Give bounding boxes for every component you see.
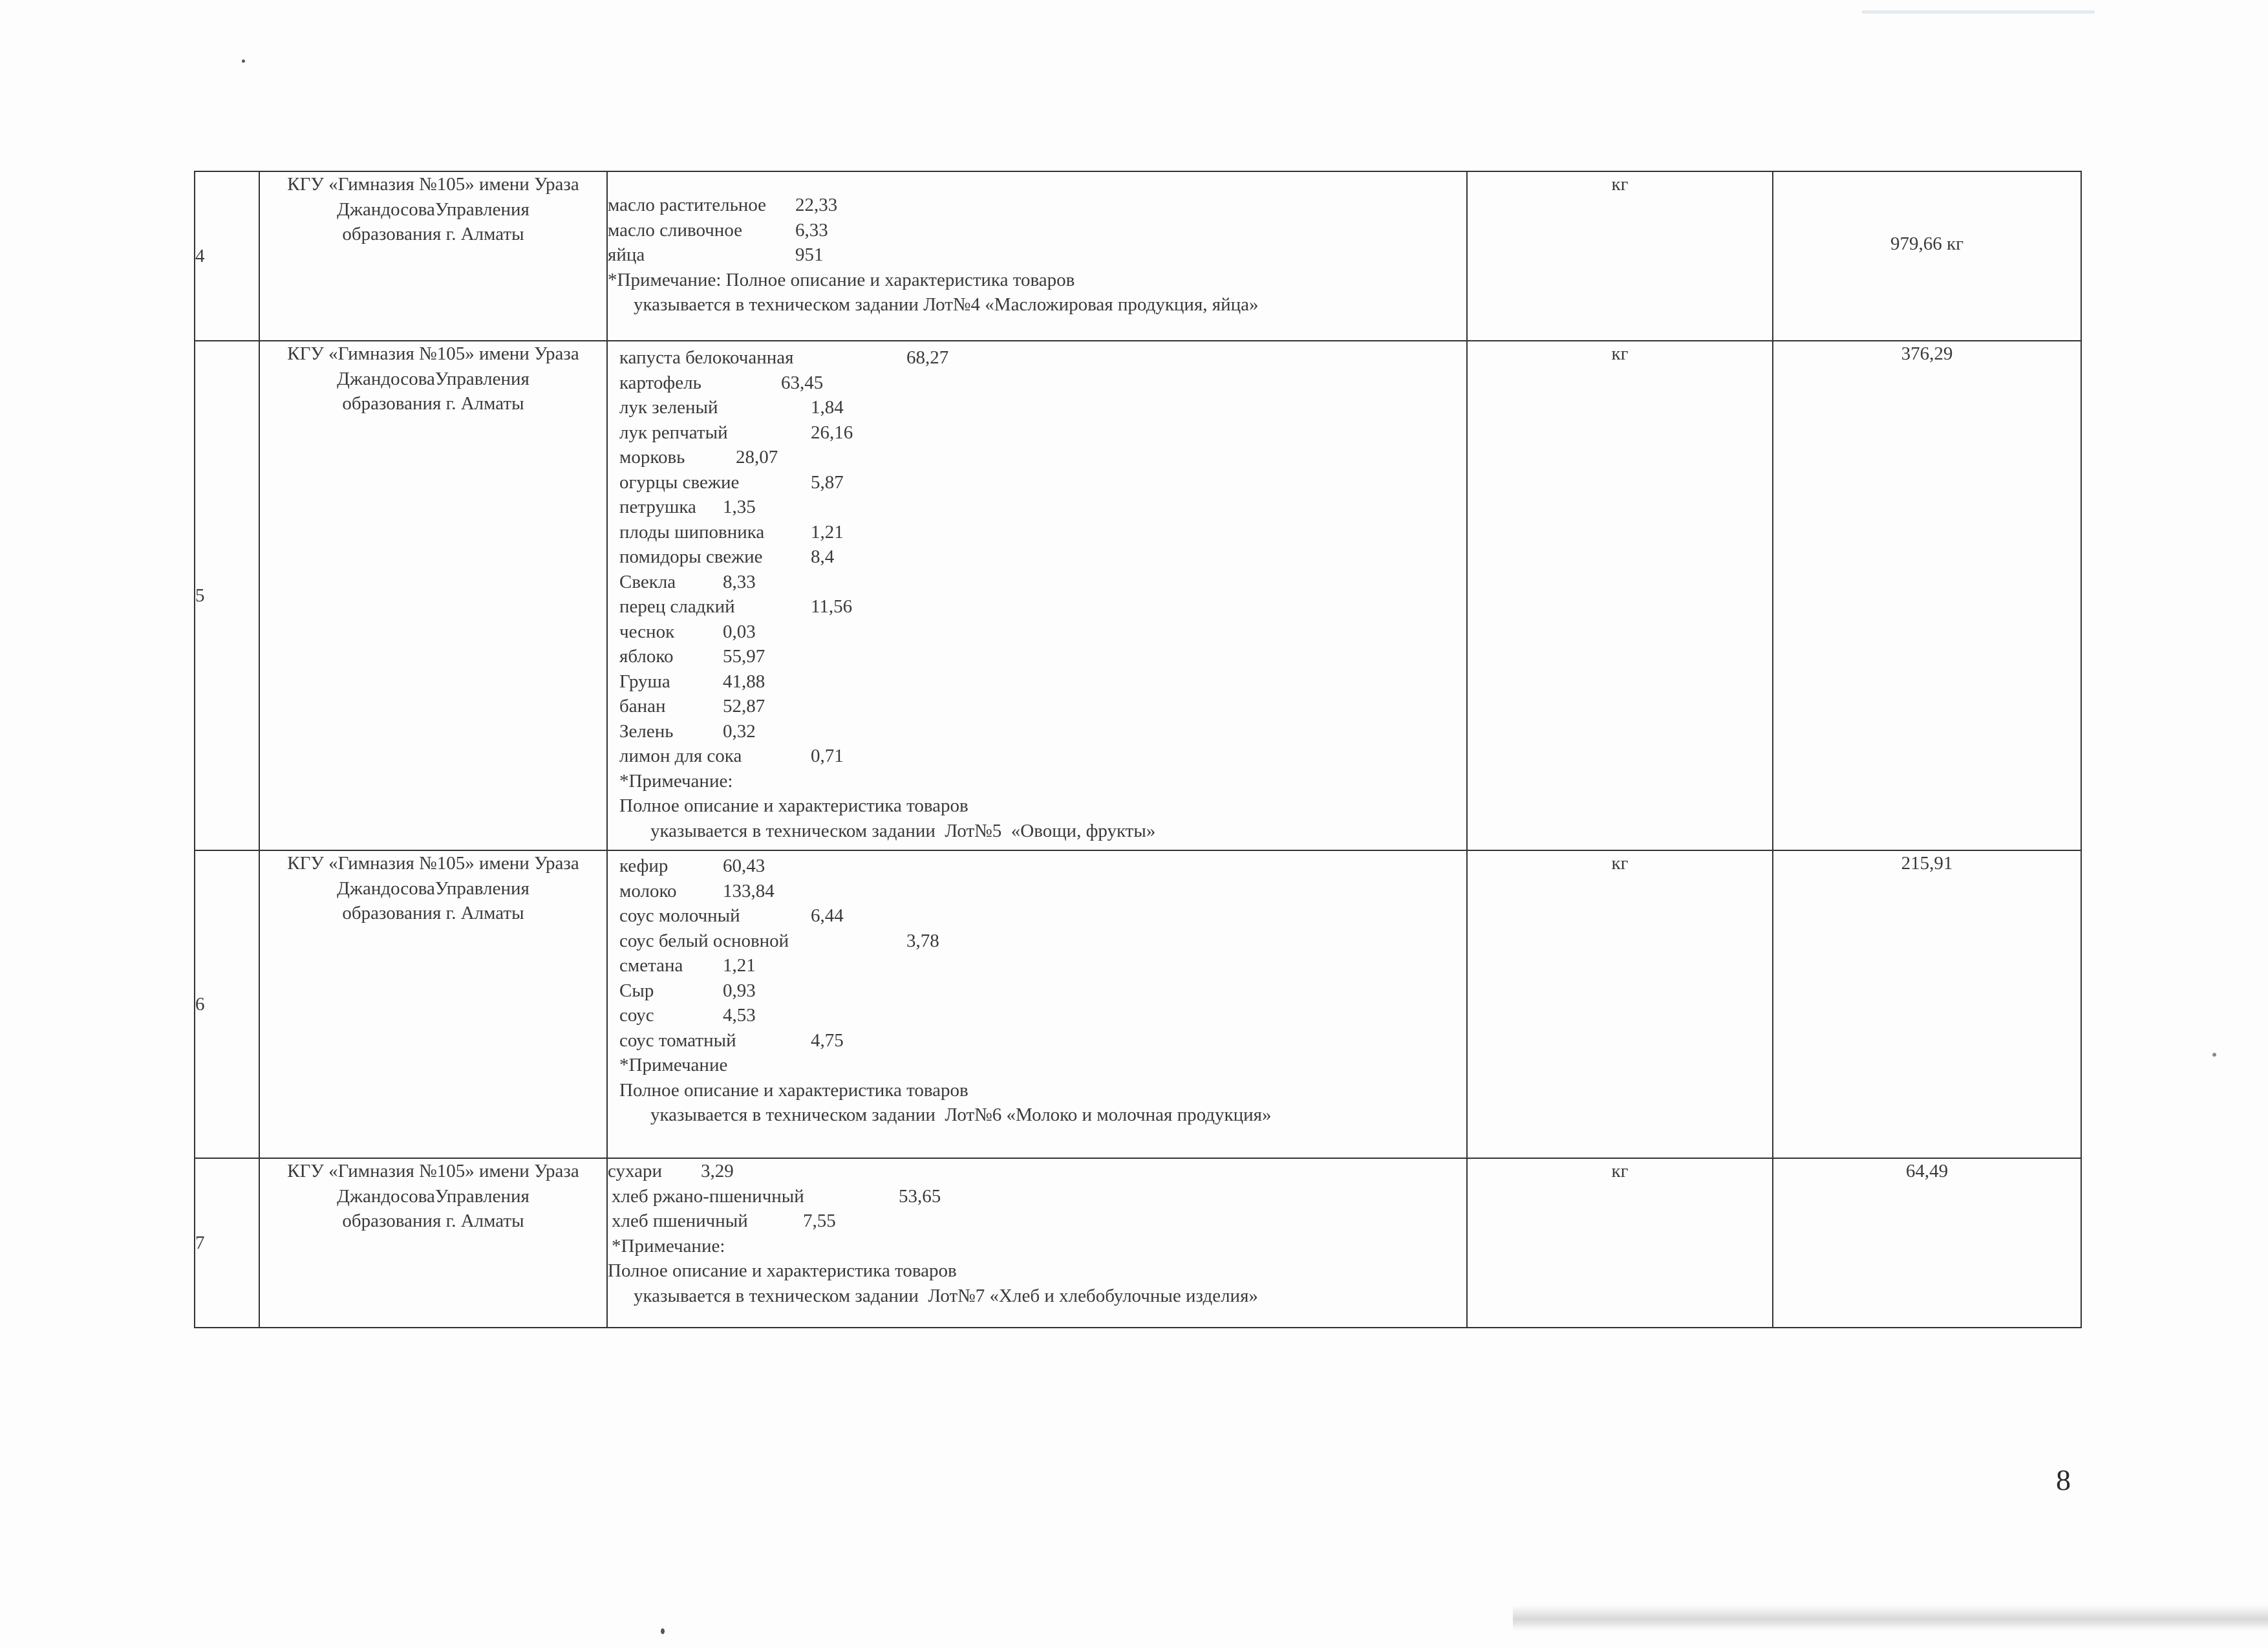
item-line <box>608 470 1466 495</box>
row-number-cell <box>195 171 259 341</box>
item-line <box>608 744 1466 769</box>
organization-line: образования г. Алматы <box>342 224 524 244</box>
organization-line: ДжандосоваУправления <box>337 1185 530 1207</box>
item-value: 11,56 <box>811 596 853 617</box>
item-name: яйца <box>608 244 645 265</box>
item-line <box>608 371 1466 396</box>
item-value: 68,27 <box>906 347 949 368</box>
note-line: *Примечание: <box>612 1235 725 1256</box>
item-value: 0,32 <box>723 720 756 742</box>
row-number: 6 <box>195 993 205 1015</box>
item-name: Свекла <box>619 571 676 592</box>
item-value: 951 <box>795 244 824 265</box>
item-value: 0,03 <box>723 621 756 642</box>
item-value: 7,55 <box>803 1211 836 1231</box>
item-name: помидоры свежие <box>619 546 763 567</box>
item-value: 1,35 <box>723 497 756 517</box>
item-value: 4,75 <box>811 1029 844 1051</box>
organization-cell <box>259 341 607 850</box>
organization-cell <box>259 1158 607 1328</box>
items-cell <box>607 171 1467 341</box>
note-line: Полное описание и характеристика товаров <box>619 1079 968 1101</box>
table-row <box>195 341 2081 850</box>
table-row <box>195 1158 2081 1328</box>
note-line: *Примечание <box>619 1055 728 1075</box>
item-line <box>608 395 1466 420</box>
item-name: хлеб пшеничный <box>612 1211 748 1231</box>
item-name: лук репчатый <box>619 422 728 443</box>
item-name: соус белый основной <box>619 930 789 951</box>
item-line <box>608 570 1466 595</box>
row-number-cell <box>195 1158 259 1328</box>
item-value: 0,71 <box>811 746 844 766</box>
organization-line: КГУ «Гимназия №105» имени Ураза <box>287 853 579 874</box>
table-body <box>195 171 2081 1328</box>
item-value: 6,44 <box>811 905 844 926</box>
note-line: *Примечание: Полное описание и характеристика товаров <box>608 269 1075 290</box>
row-number-cell <box>195 341 259 850</box>
organization-cell <box>259 850 607 1158</box>
organization-line: образования г. Алматы <box>342 903 524 923</box>
item-line <box>608 929 1466 954</box>
page-number: 8 <box>2056 1463 2071 1496</box>
item-line <box>608 544 1466 570</box>
item-value: 1,84 <box>811 397 844 418</box>
item-line <box>608 345 1466 371</box>
row-number-cell <box>195 850 259 1158</box>
items-cell <box>607 341 1467 850</box>
unit-cell: кг <box>1467 850 1773 1158</box>
item-line <box>608 1028 1466 1053</box>
item-line <box>608 594 1466 620</box>
item-name: банан <box>619 696 666 717</box>
scan-artifact <box>1862 10 2095 14</box>
item-value: 52,87 <box>723 696 765 717</box>
item-name: соус <box>619 1005 654 1026</box>
item-name: сухари <box>608 1161 662 1181</box>
item-name: соус молочный <box>619 905 740 926</box>
item-value: 26,16 <box>811 422 853 443</box>
note-line: указывается в техническом задании Лот№5 «Овощи, фрукты» <box>650 820 1156 841</box>
row-number: 5 <box>195 585 205 606</box>
item-line <box>608 694 1466 719</box>
item-value: 55,97 <box>723 646 765 667</box>
item-line <box>608 520 1466 545</box>
item-name: масло сливочное <box>608 219 743 241</box>
organization-line: образования г. Алматы <box>342 1211 524 1231</box>
organization-line: КГУ «Гимназия №105» имени Ураза <box>287 1161 579 1181</box>
item-line <box>608 193 1466 218</box>
item-name: лимон для сока <box>619 746 742 766</box>
item-line <box>608 953 1466 978</box>
note-line: Полное описание и характеристика товаров <box>619 795 968 816</box>
item-name: хлеб ржано-пшеничный <box>612 1185 804 1207</box>
item-name: огурцы свежие <box>619 471 740 493</box>
scan-speck <box>661 1628 665 1634</box>
item-name: плоды шиповника <box>619 521 765 543</box>
item-value: 3,78 <box>906 930 939 951</box>
item-value: 28,07 <box>736 447 778 468</box>
note-line: указывается в техническом задании Лот№7 «Хлеб и хлебобулочные изделия» <box>634 1285 1258 1306</box>
item-line <box>608 1209 1466 1234</box>
item-line <box>608 903 1466 929</box>
quantity-cell: 64,49 <box>1773 1158 2081 1328</box>
item-value: 1,21 <box>723 955 756 976</box>
item-value: 0,93 <box>723 980 756 1001</box>
item-line <box>608 445 1466 470</box>
scan-speck <box>2212 1053 2216 1057</box>
item-value: 8,33 <box>723 571 756 592</box>
item-value: 41,88 <box>723 671 765 692</box>
item-name: петрушка <box>619 497 696 517</box>
item-name: морковь <box>619 447 685 468</box>
item-line <box>608 879 1466 904</box>
note-line: Полное описание и характеристика товаров <box>608 1260 957 1281</box>
organization-cell <box>259 171 607 341</box>
item-line <box>608 1003 1466 1028</box>
items-cell <box>607 850 1467 1158</box>
item-line <box>608 854 1466 879</box>
row-number: 4 <box>195 245 205 266</box>
item-value: 63,45 <box>781 372 824 393</box>
item-value: 53,65 <box>899 1185 941 1207</box>
organization-line: ДжандосоваУправления <box>337 199 530 220</box>
note-line: указывается в техническом задании Лот№4 «Масложировая продукция, яйца» <box>634 294 1259 315</box>
item-name: масло растительное <box>608 195 767 215</box>
item-name: перец сладкий <box>619 596 735 617</box>
item-name: яблоко <box>619 646 674 667</box>
unit-cell: кг <box>1467 171 1773 341</box>
item-name: Зелень <box>619 720 674 742</box>
note-line: *Примечание: <box>619 770 733 792</box>
item-value: 60,43 <box>723 856 765 876</box>
item-name: картофель <box>619 372 701 393</box>
item-line <box>608 242 1466 268</box>
item-value: 3,29 <box>701 1161 734 1181</box>
organization-line: ДжандосоваУправления <box>337 368 530 389</box>
item-name: лук зеленый <box>619 397 718 418</box>
quantity-cell: 979,66 кг <box>1773 171 2081 341</box>
table-row <box>195 171 2081 341</box>
item-name: соус томатный <box>619 1029 736 1051</box>
item-name: Груша <box>619 671 670 692</box>
item-name: сметана <box>619 955 683 976</box>
item-line <box>608 978 1466 1004</box>
organization-line: образования г. Алматы <box>342 393 524 414</box>
item-line <box>608 218 1466 243</box>
item-name: кефир <box>619 856 669 876</box>
unit-cell: кг <box>1467 341 1773 850</box>
item-value: 4,53 <box>723 1005 756 1026</box>
item-value: 5,87 <box>811 471 844 493</box>
scan-speck <box>242 59 245 63</box>
item-value: 8,4 <box>811 546 835 567</box>
item-name: Сыр <box>619 980 654 1001</box>
item-line <box>608 1159 1466 1184</box>
item-line <box>608 669 1466 695</box>
item-name: чеснок <box>619 621 675 642</box>
organization-line: ДжандосоваУправления <box>337 878 530 899</box>
item-line <box>608 644 1466 669</box>
quantity-cell: 376,29 <box>1773 341 2081 850</box>
table-row <box>195 850 2081 1158</box>
items-cell <box>607 1158 1467 1328</box>
item-name: капуста белокочанная <box>619 347 794 368</box>
item-name: молоко <box>619 880 677 901</box>
item-line <box>608 1184 1466 1209</box>
scan-artifact <box>1513 1605 2268 1631</box>
item-value: 1,21 <box>811 521 844 543</box>
item-line <box>608 719 1466 744</box>
note-line: указывается в техническом задании Лот№6 «Молоко и молочная продукция» <box>650 1105 1272 1125</box>
item-line <box>608 495 1466 520</box>
item-value: 22,33 <box>795 195 838 215</box>
item-value: 133,84 <box>723 880 775 901</box>
organization-line: КГУ «Гимназия №105» имени Ураза <box>287 343 579 364</box>
row-number: 7 <box>195 1232 205 1253</box>
unit-cell: кг <box>1467 1158 1773 1328</box>
quantity-cell: 215,91 <box>1773 850 2081 1158</box>
procurement-table <box>194 171 2082 1328</box>
item-line <box>608 420 1466 446</box>
item-line <box>608 620 1466 645</box>
organization-line: КГУ «Гимназия №105» имени Ураза <box>287 174 579 195</box>
item-value: 6,33 <box>795 219 828 241</box>
